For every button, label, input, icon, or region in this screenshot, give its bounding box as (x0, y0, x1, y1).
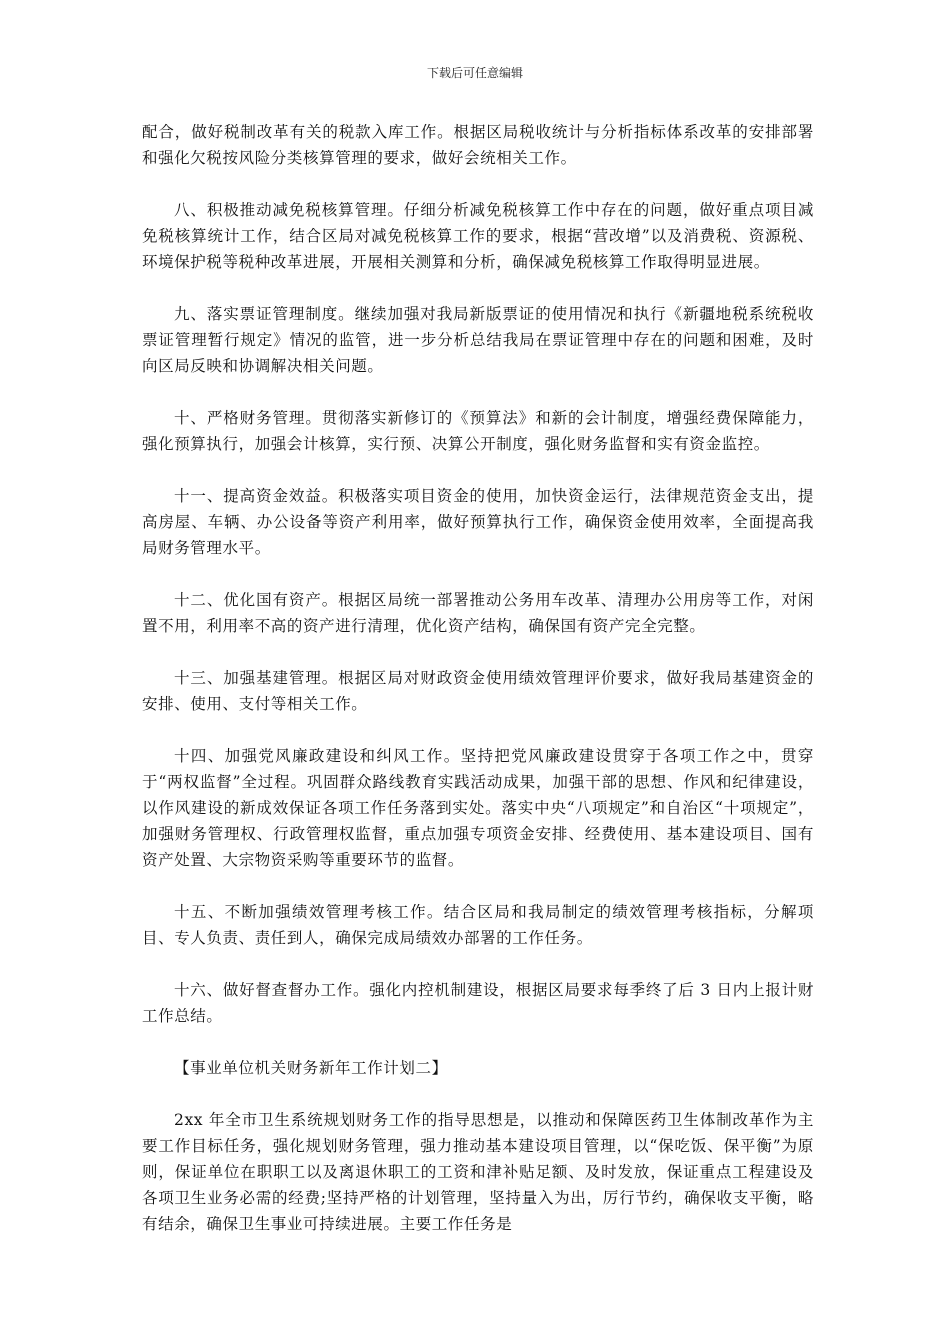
section-title: 【事业单位机关财务新年工作计划二】 (174, 1059, 448, 1077)
paragraph-item-10: 十、严格财务管理。贯彻落实新修订的《预算法》和新的会计制度，增强经费保障能力，强化预算执行，加强会计核算，实行预、决算公开制度，强化财务监督和实有资金监控。 (142, 409, 814, 453)
paragraph-item-13: 十三、加强基建管理。根据区局对财政资金使用绩效管理评价要求，做好我局基建资金的安排、使用、支付等相关工作。 (142, 669, 814, 713)
paragraph-item-12: 十二、优化国有资产。根据区局统一部署推动公务用车改革、清理办公用房等工作，对闲置不用，利用率不高的资产进行清理，优化资产结构，确保国有资产完全完整。 (142, 591, 814, 635)
paragraph-item-16: 十六、做好督查督办工作。强化内控机制建设，根据区局要求每季终了后 3 日内上报计财工作总结。 (142, 981, 814, 1025)
paragraph-item-8: 八、积极推动减免税核算管理。仔细分析减免税核算工作中存在的问题，做好重点项目减免税核算统计工作，结合区局对减免税核算工作的要求，根据“营改增”以及消费税、资源税、环境保护税等税种改革进展，开展相关测算和分析，确保减免税核算工作取得明显进展。 (142, 201, 814, 271)
paragraph-plan-two-intro: 2xx 年全市卫生系统规划财务工作的指导思想是，以推动和保障医药卫生体制改革作为主要工作目标任务，强化规划财务管理，强力推动基本建设项目管理，以“保吃饭、保平衡”为原则，保证单位在职职工以及离退休职工的工资和津补贴足额、及时发放，保证重点工程建设及各项卫生业务必需的经费;坚持严格的计划管理，坚持量入为出，厉行节约，确保收支平衡，略有结余，确保卫生事业可持续进展。主要工作任务是 (142, 1111, 814, 1233)
paragraph-item-14: 十四、加强党风廉政建设和纠风工作。坚持把党风廉政建设贯穿于各项工作之中，贯穿于“两权监督”全过程。巩固群众路线教育实践活动成果，加强干部的思想、作风和纪律建设，以作风建设的新成效保证各项工作任务落到实处。落实中央“八项规定”和自治区“十项规定”，加强财务管理权、行政管理权监督，重点加强专项资金安排、经费使用、基本建设项目、国有资产处置、大宗物资采购等重要环节的监督。 (142, 747, 814, 869)
page-header-note: 下载后可任意编辑 (426, 66, 523, 80)
paragraph-continuation: 配合，做好税制改革有关的税款入库工作。根据区局税收统计与分析指标体系改革的安排部署和强化欠税按风险分类核算管理的要求，做好会统相关工作。 (142, 123, 814, 167)
paragraph-item-15: 十五、不断加强绩效管理考核工作。结合区局和我局制定的绩效管理考核指标，分解项目、专人负责、责任到人，确保完成局绩效办部署的工作任务。 (142, 903, 814, 947)
document-body (142, 119, 814, 1263)
paragraph-item-11: 十一、提高资金效益。积极落实项目资金的使用，加快资金运行，法律规范资金支出，提高房屋、车辆、办公设备等资产利用率，做好预算执行工作，确保资金使用效率，全面提高我局财务管理水平。 (142, 487, 814, 557)
paragraph-item-9: 九、落实票证管理制度。继续加强对我局新版票证的使用情况和执行《新疆地税系统税收票证管理暂行规定》情况的监管，进一步分析总结我局在票证管理中存在的问题和困难，及时向区局反映和协调解决相关问题。 (142, 305, 814, 375)
